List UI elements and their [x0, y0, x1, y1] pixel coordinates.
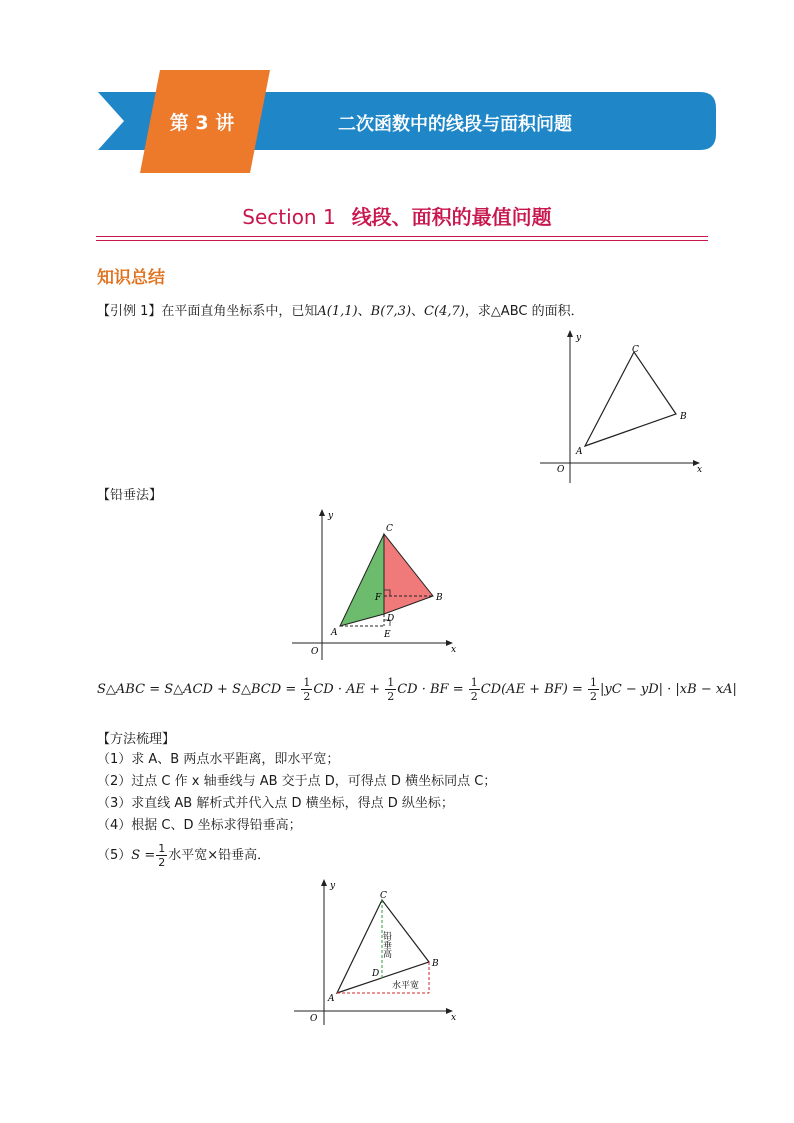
- formula-s-total: S△ABC: [97, 682, 146, 697]
- fig3-label-c: C: [380, 891, 387, 901]
- formula-half-4: $\frac{1}{2}$: [590, 676, 598, 703]
- formula-eq-3: =: [452, 682, 464, 697]
- example-tag: 【引例 1】: [97, 304, 162, 319]
- fig2-label-f: F: [375, 593, 382, 603]
- formula-plus-2: +: [369, 682, 381, 697]
- fig3-label-a: A: [328, 994, 335, 1004]
- fig3-label-y: y: [330, 881, 336, 891]
- fig1-label-a: A: [576, 447, 583, 457]
- fig1-label-y: y: [576, 333, 582, 343]
- formula-eq-1: =: [149, 682, 161, 697]
- formula-term-1: CD · AE: [313, 682, 366, 697]
- method-step-3: （3）求直线 AB 解析式并代入点 D 横坐标，得点 D 纵坐标；: [97, 796, 454, 811]
- sep-2: 、: [411, 304, 425, 319]
- knowledge-summary-heading: 知识总结: [97, 268, 165, 288]
- figure-triangle-abc: [530, 328, 710, 488]
- lecture-banner: [0, 0, 794, 200]
- formula-eq-4: =: [572, 682, 583, 697]
- fig2-label-o: O: [311, 647, 319, 657]
- fig1-label-o: O: [557, 465, 565, 475]
- formula-term-4: |yC − yD| · |xB − xA|: [600, 682, 737, 697]
- formula-eq-2: =: [285, 682, 297, 697]
- step5-half: $\frac{1}{2}$: [158, 842, 166, 869]
- step5-s: S =: [131, 848, 156, 863]
- formula-half-3: $\frac{1}{2}$: [470, 676, 478, 703]
- fig3-label-x: x: [451, 1013, 457, 1023]
- example-text-before: 在平面直角坐标系中，已知: [161, 304, 318, 319]
- formula-plus-1: +: [217, 682, 228, 697]
- step5-text: 水平宽×铅垂高．: [168, 848, 271, 863]
- plumb-method-tag: 【铅垂法】: [97, 488, 163, 503]
- fig3-label-d: D: [372, 969, 380, 979]
- figure-plumb-method: [286, 505, 466, 665]
- fig1-label-c: C: [632, 345, 639, 355]
- formula-s-bcd: S△BCD: [232, 682, 282, 697]
- lecture-title: 二次函数中的线段与面积问题: [338, 114, 572, 135]
- fig3-label-height: 铅垂高: [381, 931, 391, 958]
- method-step-2: （2）过点 C 作 x 轴垂线与 AB 交于点 D，可得点 D 横坐标同点 C；: [97, 774, 497, 789]
- lecture-number: 第 3 讲: [169, 112, 235, 134]
- point-c: C(4,7): [424, 304, 465, 319]
- section-name: 线段、面积的最值问题: [351, 205, 552, 229]
- fig2-label-y: y: [328, 511, 334, 521]
- fig2-label-a: A: [331, 628, 338, 638]
- fig2-red-triangle: [384, 534, 433, 614]
- figure-horizontal-width-vertical-height: [286, 875, 466, 1030]
- method-step-4: （4）根据 C、D 坐标求得铅垂高；: [97, 818, 302, 833]
- step5-prefix: （5）: [97, 848, 132, 863]
- formula-half-1: $\frac{1}{2}$: [303, 676, 311, 703]
- example-1: [97, 302, 584, 322]
- section-label: Section 1: [242, 205, 336, 229]
- point-b: B(7,3): [370, 304, 412, 319]
- method-step-1: （1）求 A、B 两点水平距离，即水平宽；: [97, 752, 340, 767]
- section-title: [0, 201, 794, 230]
- fig2-label-b: B: [436, 593, 443, 603]
- fig2-y-arrow: [319, 509, 325, 516]
- formula-s-acd: S△ACD: [164, 682, 213, 697]
- fig1-label-x: x: [697, 465, 703, 475]
- method-tag: 【方法梳理】: [97, 732, 176, 747]
- fig2-green-triangle: [340, 534, 384, 626]
- fig3-y-arrow: [321, 879, 327, 886]
- method-step-5: [97, 842, 270, 869]
- fig2-label-x: x: [451, 645, 457, 655]
- formula-term-2: CD · BF: [397, 682, 449, 697]
- formula-term-3: CD(AE + BF): [480, 682, 568, 697]
- fig1-triangle: [585, 352, 676, 446]
- point-a: A(1,1): [317, 304, 358, 319]
- area-formula: [97, 676, 737, 703]
- formula-half-2: $\frac{1}{2}$: [387, 676, 395, 703]
- fig3-label-o: O: [310, 1014, 318, 1024]
- example-text-after: ，求△ABC 的面积．: [464, 304, 584, 319]
- fig3-label-width: 水平宽: [392, 981, 420, 991]
- fig1-label-b: B: [680, 412, 687, 422]
- fig2-label-e: E: [384, 630, 391, 640]
- fig2-label-c: C: [386, 524, 393, 534]
- section-rule-top: [96, 236, 708, 237]
- fig2-label-d: D: [387, 614, 395, 624]
- sep-1: 、: [357, 304, 371, 319]
- fig1-y-arrow: [567, 330, 573, 337]
- fig3-label-b: B: [432, 959, 439, 969]
- section-rule-bottom: [96, 240, 708, 241]
